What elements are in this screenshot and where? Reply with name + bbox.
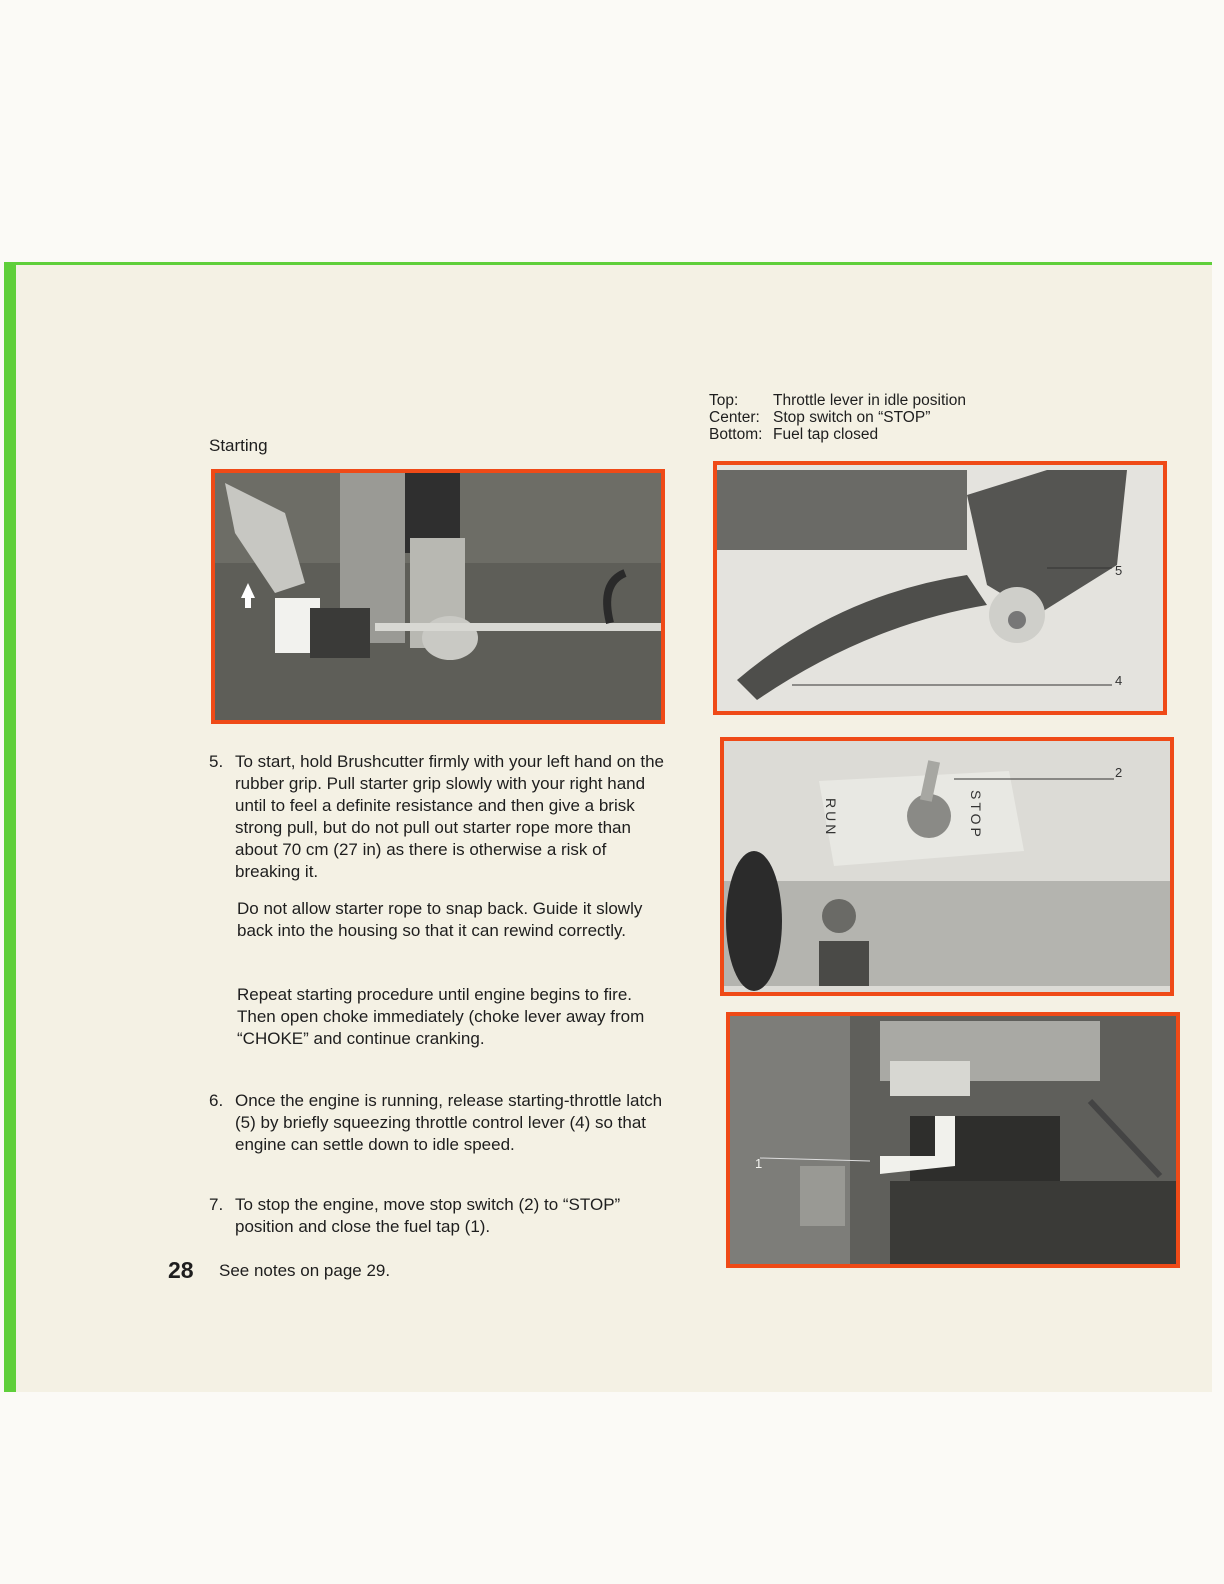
run-label: RUN [823, 798, 839, 838]
step-number: 6. [209, 1091, 224, 1110]
section-title: Starting [209, 436, 268, 455]
step-6 [209, 1090, 667, 1156]
stop-switch-photo [720, 737, 1174, 996]
starter-rope-note: Do not allow starter rope to snap back. Guide it slowly back into the housing so that it can rewind correctly. [237, 899, 643, 940]
callout-5: 5 [1115, 563, 1123, 578]
caption-label: Bottom: [709, 426, 763, 443]
step-number: 7. [209, 1195, 224, 1214]
caption-center [709, 409, 966, 426]
stop-label: STOP [968, 790, 984, 840]
step-5 [209, 751, 667, 883]
step-text: Once the engine is running, release starting-throttle latch (5) by briefly squeezing throttle control lever (4) so that engine can settle down to idle speed. [235, 1091, 663, 1154]
starting-photo [211, 469, 665, 724]
caption-text: Fuel tap closed [773, 426, 879, 443]
callout-4: 4 [1115, 673, 1123, 688]
step-7 [209, 1194, 667, 1238]
caption-label: Center: [709, 409, 760, 426]
step-number: 5. [209, 752, 224, 771]
caption-bottom [709, 426, 966, 443]
repeat-start-note: Repeat starting procedure until engine begins to fire. Then open choke immediately (choke lever away from “CHOKE” and continue cranking. [237, 985, 645, 1048]
callout-2: 2 [1115, 765, 1123, 780]
step-text: To stop the engine, move stop switch (2) to “STOP” position and close the fuel tap (1). [235, 1195, 621, 1236]
caption-top [709, 392, 966, 409]
fuel-tap-photo [726, 1012, 1180, 1268]
caption-text: Throttle lever in idle position [773, 392, 966, 409]
stop-switch-illustration [724, 741, 1170, 992]
callout-1: 1 [755, 1156, 763, 1171]
throttle-lever-photo [713, 461, 1167, 715]
step-text: To start, hold Brushcutter firmly with your left hand on the rubber grip. Pull starter grip slowly with your right hand until to feel a definite resistance and then give a brisk strong pull, but do not pull out starter rope more than about 70 cm (27 in) as there is otherwise a risk of breaking it. [235, 752, 664, 881]
fuel-tap-illustration [730, 1016, 1176, 1264]
caption-label: Top: [709, 392, 739, 409]
caption-text: Stop switch on “STOP” [773, 409, 931, 426]
photo-captions [709, 392, 966, 443]
starting-photo-illustration [215, 473, 661, 720]
throttle-lever-illustration [717, 465, 1163, 711]
page-footnote: See notes on page 29. [219, 1261, 391, 1280]
page-number: 28 [168, 1257, 194, 1283]
